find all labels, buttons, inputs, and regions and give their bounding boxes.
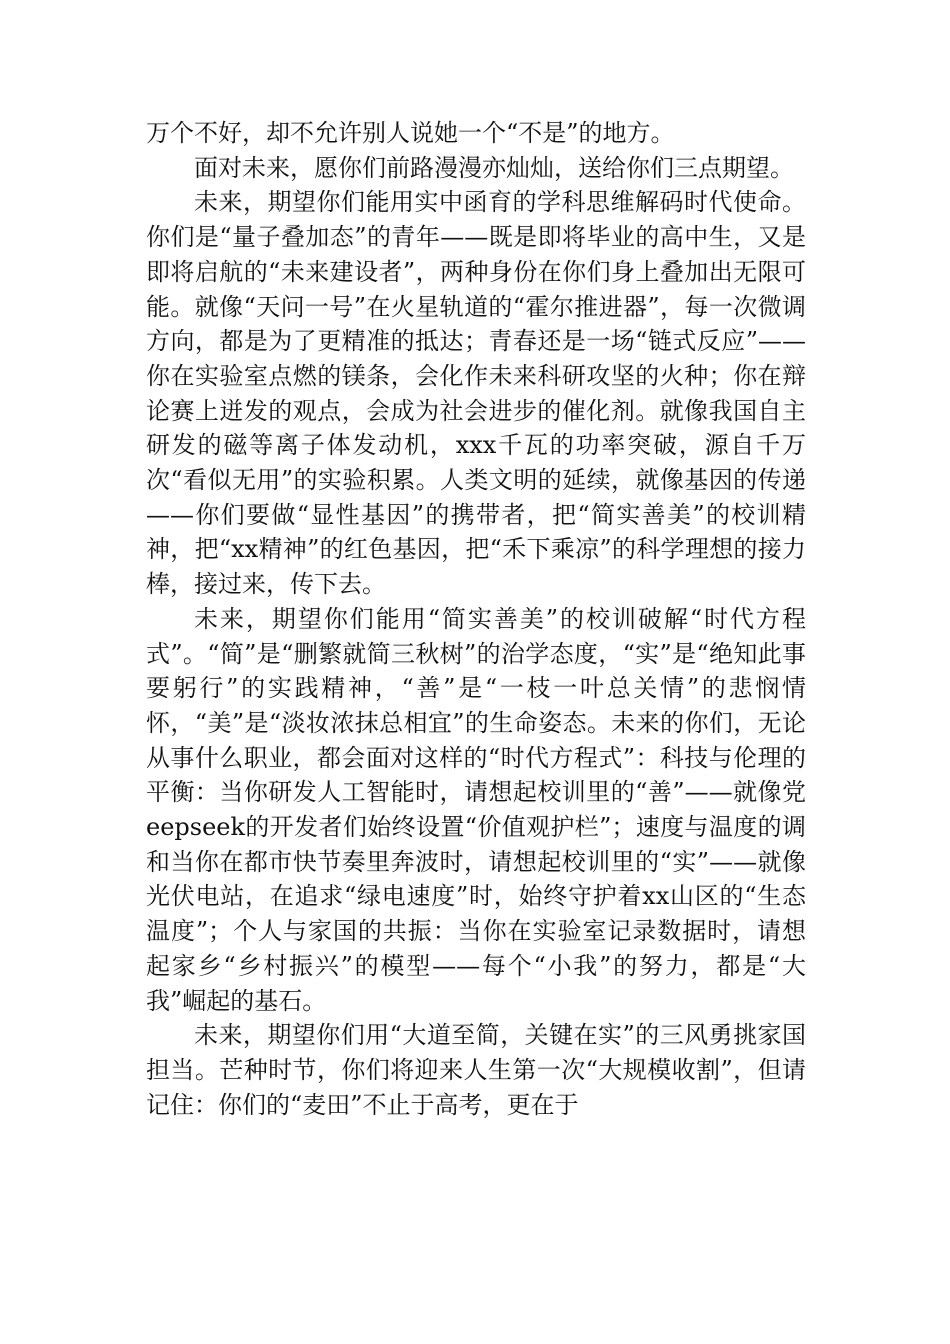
document-body [146,116,806,1122]
paragraph-4: 未来，期望你们能用“简实善美”的校训破解“时代方程式”。“简”是“删繁就简三秋树”的治学态度，“实”是“绝知此事要躬行”的实践精神，“善”是“一枝一叶总关情”的悲悯情怀，“美”是“淡妆浓抹总相宜”的生命姿态。未来的你们，无论从事什么职业，都会面对这样的“时代方程式”：科技与伦理的平衡：当你研发人工智能时，请想起校训里的“善”——就像党eepseek的开发者们始终设置“价值观护栏”；速度与温度的调和当你在都市快节奏里奔波时，请想起校训里的“实”——就像光伏电站，在追求“绿电速度”时，始终守护着xx山区的“生态温度”；个人与家国的共振：当你在实验室记录数据时，请想起家乡“乡村振兴”的模型——每个“小我”的努力，都是“大我”崛起的基石。 [146,604,806,1015]
paragraph-1: 万个不好，却不允许别人说她一个“不是”的地方。 [146,119,675,147]
paragraph-2: 面对未来，愿你们前路漫漫亦灿灿，送给你们三点期望。 [194,153,794,182]
paragraph-3: 未来，期望你们能用实中函育的学科思维解码时代使命。你们是“量子叠加态”的青年——既是即将毕业的高中生，又是即将启航的“未来建设者”，两种身份在你们身上叠加出无限可能。就像“天问一号”在火星轨道的“霍尔推进器”，每一次微调方向，都是为了更精准的抵达；青春还是一场“链式反应”——你在实验室点燃的镁条，会化作未来科研攻坚的火种；你在辩论赛上迸发的观点，会成为社会进步的催化剂。就像我国自主研发的磁等离子体发动机，xxx千瓦的功率突破，源自千万次“看似无用”的实验积累。人类文明的延续，就像基因的传递——你们要做“显性基因”的携带者，把“简实善美”的校训精神，把“xx精神”的红色基因，把“禾下乘凉”的科学理想的接力棒，接过来，传下去。 [146,188,806,599]
paragraph-5: 未来，期望你们用“大道至简，关键在实”的三风勇挑家国担当。芒种时节，你们将迎来人生第一次“大规模收割”，但请记住：你们的“麦田”不止于高考，更在于 [146,1021,806,1119]
